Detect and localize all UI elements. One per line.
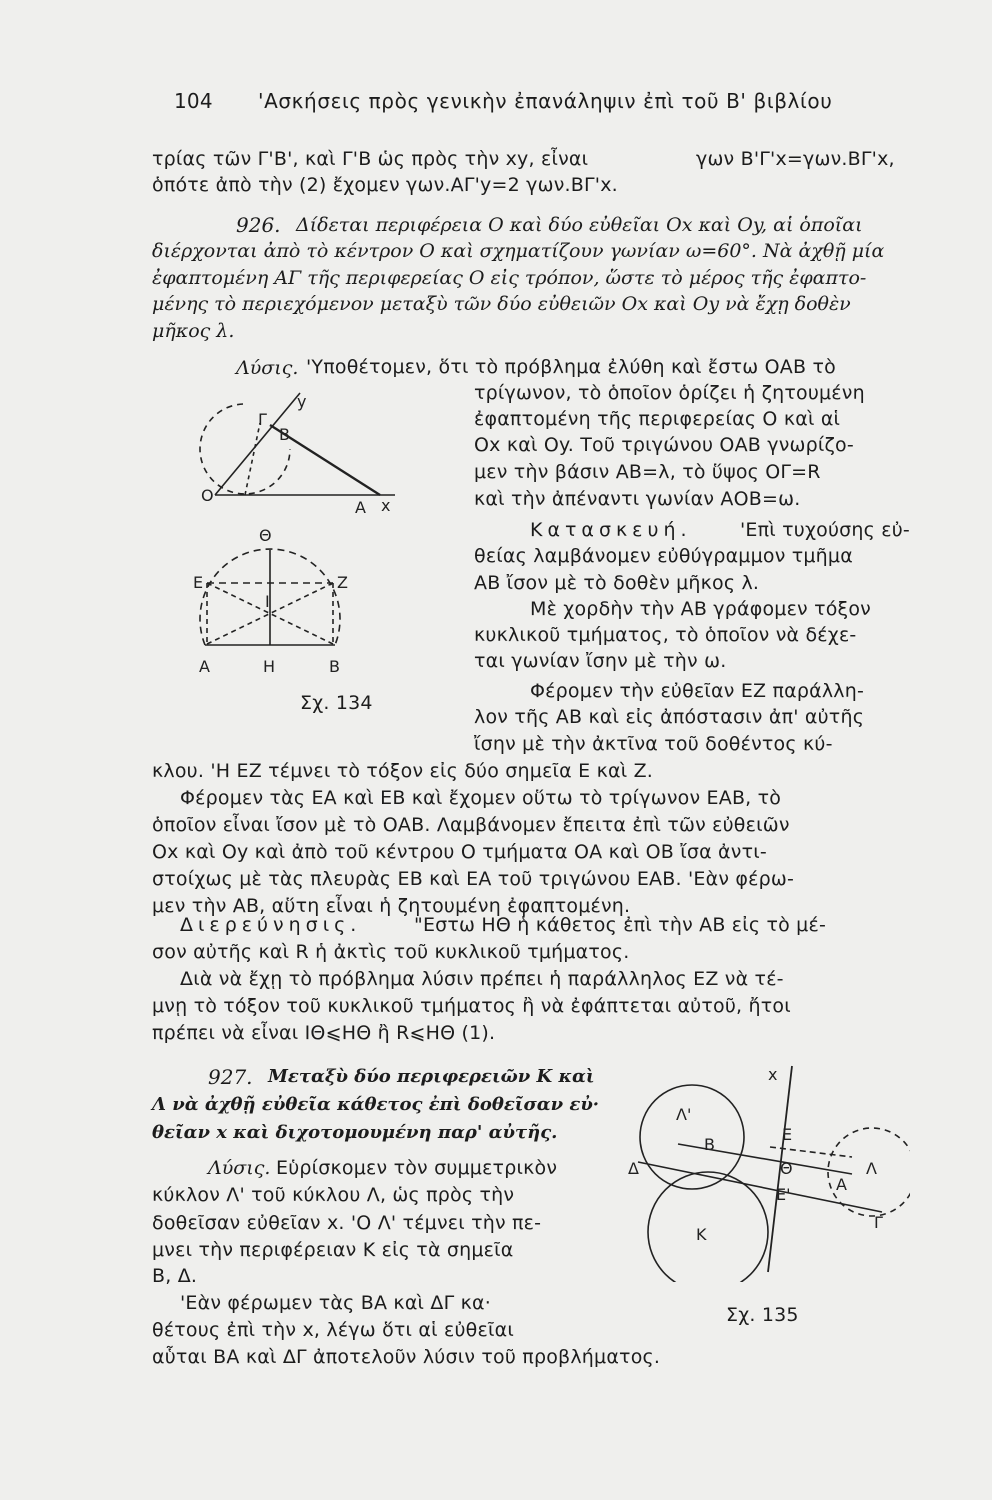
construction-wrap-6: ται γωνίαν ἴσην μὲ τὴν ω. [474, 650, 727, 672]
full-line-3: ὁποῖον εἶναι ἴσον μὲ τὸ ΟΑΒ. Λαμβάνομεν ἔπειτα ἐπὶ τῶν εὐθειῶν [152, 814, 790, 836]
exercise-926-statement-3: ἐφαπτομένη ΑΓ τῆς περιφερείας Ο εἰς τρόπον, ὥστε τὸ μέρος τῆς ἐφαπτο- [152, 267, 867, 289]
construction-wrap-4: Μὲ χορδὴν τὴν ΑΒ γράφομεν τόξον [530, 598, 871, 620]
fig135-label-e-prime: Ε' [776, 1185, 791, 1204]
solution-926-wrap-3: Οx καὶ Οy. Τοῦ τριγώνου ΟΑΒ γνωρίζο- [474, 434, 854, 456]
discussion-rest: "Εστω ΗΘ ἡ κάθετος ἐπὶ τὴν ΑΒ εἰς τὸ μέ- [414, 914, 827, 936]
page-number: 104 [174, 89, 213, 113]
construction-wrap-2: θείας λαμβάνομεν εὐθύγραμμον τμῆμα [474, 545, 853, 567]
fig135-label-d: Δ [628, 1159, 639, 1178]
solution-927-line-6: θέτους ἐπὶ τὴν x, λέγω ὅτι αἱ εὐθεῖαι [152, 1319, 514, 1341]
fig134-label-b2: Β [329, 657, 340, 676]
fig134-label-o: Ο [201, 486, 214, 505]
exercise-926-number: 926. [236, 213, 281, 237]
solution-927-line-4: Β, Δ. [152, 1265, 198, 1287]
full-line-6: μεν τὴν ΑΒ, αὕτη εἶναι ἡ ζητουμένη ἐφαπτομένη. [152, 895, 631, 917]
discussion-line-3: μνῃ τὸ τόξον τοῦ κυκλικοῦ τμήματος ἢ νὰ ἐφάπτεται αὐτοῦ, ἤτοι [152, 995, 791, 1017]
discussion-line-2: Διὰ νὰ ἔχῃ τὸ πρόβλημα λύσιν πρέπει ἡ παράλληλος ΕΖ νὰ τέ- [180, 968, 784, 990]
fig134-radius-og [245, 423, 260, 495]
fig134-label-a2: Α [199, 657, 210, 676]
construction-wrap-9: ἴσην μὲ τὴν ἀκτῖνα τοῦ δοθέντος κύ- [474, 733, 833, 755]
construction-wrap-1: 'Επὶ τυχούσης εὐ- [740, 519, 910, 541]
fig134-label-z: Ζ [337, 573, 348, 592]
fig134-label-y: y [297, 392, 307, 411]
exercise-927-statement-3: θεῖαν x καὶ διχοτομουμένη παρ' αὐτῆς. [152, 1122, 558, 1143]
construction-wrap-3: ΑΒ ἴσον μὲ τὸ δοθὲν μῆκος λ. [474, 572, 760, 594]
exercise-927-number: 927. [208, 1065, 253, 1089]
figure-134 [155, 385, 445, 715]
fig134-label-theta: Θ [259, 526, 272, 545]
full-line-4: Οx καὶ Οy καὶ ἀπὸ τοῦ κέντρου Ο τμήματα ΟΑ καὶ ΟΒ ἴσα ἀντι- [152, 841, 767, 863]
solution-927-line-2: δοθεῖσαν εὐθεῖαν x. 'Ο Λ' τέμνει τὴν πε- [152, 1212, 542, 1234]
fig134-circle [200, 404, 290, 494]
fig134-label-x: x [381, 496, 391, 515]
solution-926-wrap-1: τρίγωνον, τὸ ὁποῖον ὁρίζει ἡ ζητουμένη [474, 382, 865, 404]
fig135-label-x: x [768, 1065, 778, 1084]
figure-135 [620, 1062, 910, 1282]
fig134-line-oy [215, 393, 300, 495]
exercise-926-statement-5: μῆκος λ. [152, 320, 235, 342]
fig134-label-a: Α [355, 498, 366, 517]
exercise-926-statement-1: Δίδεται περιφέρεια Ο καὶ δύο εὐθεῖαι Οx καὶ Οy, αἱ ὁποῖαι [296, 214, 863, 236]
fig134-diag-1 [207, 583, 335, 645]
running-title: 'Ασκήσεις πρὸς γενικὴν ἐπανάληψιν ἐπὶ τοῦ Β' βιβλίου [258, 89, 833, 113]
solution-926-wrap-2: ἐφαπτομένη τῆς περιφερείας Ο καὶ αἱ [474, 408, 841, 430]
solution-927-line-5: 'Εὰν φέρωμεν τὰς ΒΑ καὶ ΔΓ κα· [180, 1292, 491, 1314]
fig135-circle-k [648, 1172, 768, 1282]
exercise-926-statement-2: διέρχονται ἀπὸ τὸ κέντρον Ο καὶ σχηματίζουν γωνίαν ω=60°. Νὰ ἀχθῇ μία [152, 240, 885, 262]
solution-926-wrap-5: καὶ τὴν ἀπέναντι γωνίαν ΑΟΒ=ω. [474, 488, 801, 510]
fig135-label-theta: Θ [780, 1159, 793, 1178]
fig134-label-h: Η [263, 657, 276, 676]
fig134-label-b: Β [279, 425, 290, 444]
fig134-label-i: Ι [265, 592, 270, 611]
solution-927-line-3: μνει τὴν περιφέρειαν Κ εἰς τὰ σημεῖα [152, 1239, 514, 1261]
solution-927-first-line: Εὑρίσκομεν τὸν συμμετρικὸν [276, 1157, 558, 1179]
fig135-label-l: Λ [866, 1159, 877, 1178]
exercise-927-statement-1: Μεταξὺ δύο περιφερειῶν Κ καὶ [268, 1066, 595, 1087]
fig134-label-g: Γ [258, 410, 267, 429]
fig134-label-e: Ε [193, 573, 204, 592]
solution-926-label: Λύσις. [236, 357, 299, 379]
solution-926-wrap-4: μεν τὴν βάσιν ΑΒ=λ, τὸ ὕψος ΟΓ=R [474, 461, 821, 483]
fig135-label-a: Α [836, 1175, 847, 1194]
fig135-caption: Σχ. 135 [726, 1304, 799, 1326]
discussion-line-4: πρέπει νὰ εἶναι ΙΘ⩽ΗΘ ἢ R⩽ΗΘ (1). [152, 1022, 496, 1044]
fig135-label-e: Ε [782, 1125, 793, 1144]
construction-wrap-8: λον τῆς ΑΒ καὶ εἰς ἀπόστασιν ἀπ' αὐτῆς [474, 706, 865, 728]
solution-926-first-line: 'Υποθέτομεν, ὅτι τὸ πρόβλημα ἐλύθη καὶ ἔστω ΟΑΒ τὸ [306, 356, 836, 378]
exercise-926-statement-4: μένης τὸ περιεχόμενον μεταξὺ τῶν δύο εὐθειῶν Οx καὶ Οy νὰ ἔχῃ δοθὲν [152, 293, 851, 315]
intro-line-2: ὁπότε ἀπὸ τὴν (2) ἔχομεν γων.ΑΓ'y=2 γων.ΒΓ'x. [152, 174, 618, 196]
construction-wrap-5: κυκλικοῦ τμήματος, τὸ ὁποῖον νὰ δέχε- [474, 624, 857, 646]
fig135-label-k: Κ [696, 1225, 707, 1244]
construction-label: Κατασκευή. [530, 519, 692, 541]
solution-927-last-line: αὗται ΒΑ καὶ ΔΓ ἀποτελοῦν λύσιν τοῦ προβλήματος. [152, 1346, 661, 1368]
discussion-label: Διερεύνησις. [180, 914, 362, 936]
intro-line-1: τρίας τῶν Γ'Β', καὶ Γ'Β ὡς πρὸς τὴν xy, εἶναι [152, 148, 589, 170]
fig135-label-b: Β [704, 1135, 715, 1154]
solution-927-line-1: κύκλον Λ' τοῦ κύκλου Λ, ὡς πρὸς τὴν [152, 1184, 515, 1206]
full-line-1: κλου. 'Η ΕΖ τέμνει τὸ τόξον εἰς δύο σημεῖα Ε καὶ Ζ. [152, 760, 654, 782]
solution-927-label: Λύσις. [208, 1157, 271, 1179]
fig135-label-g: Γ [874, 1213, 883, 1232]
full-line-5: στοίχως μὲ τὰς πλευρὰς ΕΒ καὶ ΕΑ τοῦ τριγώνου ΕΑΒ. 'Εὰν φέρω- [152, 868, 795, 890]
intro-line-1-right: γων Β'Γ'x=γων.ΒΓ'x, [696, 148, 895, 170]
fig135-label-l-prime: Λ' [676, 1105, 692, 1124]
fig134-caption: Σχ. 134 [300, 692, 373, 714]
exercise-927-statement-2: Λ νὰ ἀχθῇ εὐθεῖα κάθετος ἐπὶ δοθεῖσαν εὐ· [152, 1094, 600, 1115]
discussion-line-1: σον αὐτῆς καὶ R ἡ ἀκτὶς τοῦ κυκλικοῦ τμήματος. [152, 941, 630, 963]
construction-wrap-7: Φέρομεν τὴν εὐθεῖαν ΕΖ παράλλη- [530, 680, 865, 702]
full-line-2: Φέρομεν τὰς ΕΑ καὶ ΕΒ καὶ ἔχομεν οὕτω τὸ τρίγωνον ΕΑΒ, τὸ [180, 787, 782, 809]
